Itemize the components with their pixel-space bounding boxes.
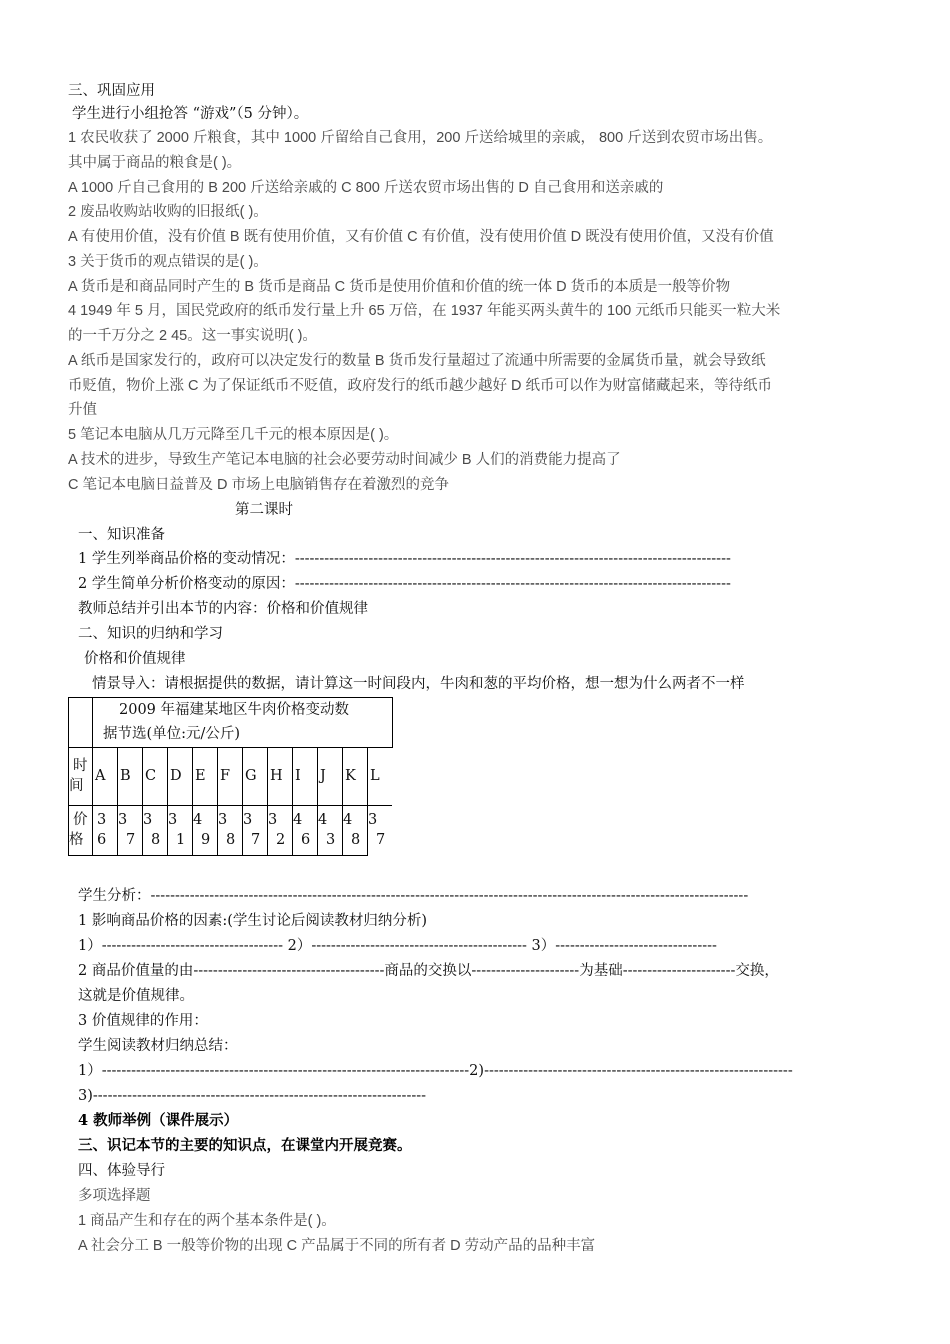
table-corner-cell [69, 698, 93, 748]
lesson-2-title: 第二课时 [235, 502, 293, 518]
question-5: 5 笔记本电脑从几万元降至几千元的根本原因是( )。 [68, 427, 399, 443]
price-cell: 3 7 [368, 812, 386, 848]
column-header: J [318, 748, 343, 806]
column-header: D [168, 748, 193, 806]
game-intro: 学生进行小组抢答 “游戏”（5 分钟）。 [72, 106, 309, 122]
question-4-options-line2: 币贬值，物价上涨 C 为了保证纸币不贬值，政府发行的纸币越少越好 D 纸币可以作为财富储藏起来，等待纸币 [68, 378, 773, 394]
column-header: C [143, 748, 168, 806]
table-caption-line1: 2009 年福建某地区牛肉价格变动数 [119, 702, 350, 718]
question-4-options-line3: 升值 [68, 402, 97, 418]
price-header: 价 格 [69, 806, 93, 856]
student-reading-summary: 学生阅读教材归纳总结： [78, 1038, 238, 1054]
role-blank-3: 3)-------------------------------------------------------------------- [78, 1088, 427, 1104]
knowledge-prep-title: 一、知识准备 [78, 527, 165, 543]
column-header: L [368, 748, 393, 806]
column-header: E [193, 748, 218, 806]
column-header: B [118, 748, 143, 806]
price-cell: 3 7 [243, 806, 268, 856]
column-header: A [93, 748, 118, 806]
knowledge-learning-title: 二、知识的归纳和学习 [78, 626, 223, 642]
section-title-consolidation: 三、巩固应用 [68, 83, 155, 99]
column-header: G [243, 748, 268, 806]
price-cell: 3 2 [268, 806, 293, 856]
experience-guide-title: 四、体验导行 [78, 1163, 165, 1179]
teacher-summary: 教师总结并引出本节的内容：价格和价值规律 [78, 601, 368, 617]
column-header: H [268, 748, 293, 806]
question-4-line2: 的一千万分之 2 45。这一事实说明( )。 [68, 328, 317, 344]
question-3: 3 关于货币的观点错误的是( )。 [68, 254, 268, 270]
price-factors-blanks: 1）------------------------------------- 2）-------------------------------------------- 3）--------------------------------- [78, 938, 717, 954]
column-header: I [293, 748, 318, 806]
memorize-competition: 三、识记本节的主要的知识点，在课堂内开展竞赛。 [78, 1137, 412, 1154]
student-analysis: 学生分析：-------------------------------------------------------------------------------------------------------------------------- [78, 888, 749, 904]
price-cell: 4 3 [318, 806, 343, 856]
beef-price-table [68, 697, 393, 856]
table-caption-line2: 据节选(单位:元/公斤) [103, 726, 241, 742]
price-factors-title: 1 影响商品价格的因素:(学生讨论后阅读教材归纳分析) [78, 913, 428, 929]
prep-item-1: 1 学生列举商品价格的变动情况：----------------------------------------------------------------------------------------- [78, 551, 731, 567]
role-blanks-1-2: 1）---------------------------------------------------------------------------2)--------------------------------------------------------------- [78, 1063, 793, 1079]
question-5-options-line1: A 技术的进步，导致生产笔记本电脑的社会必要劳动时间减少 B 人们的消费能力提高了 [68, 452, 621, 468]
question-1-line1: 1 农民收获了 2000 斤粮食，其中 1000 斤留给自己食用，200 斤送给城里的亲戚， 800 斤送到农贸市场出售。 [68, 130, 773, 146]
question-2: 2 废品收购站收购的旧报纸( )。 [68, 204, 268, 220]
price-cell: 3 1 [168, 806, 193, 856]
question-4-options-line1: A 纸币是国家发行的，政府可以决定发行的数量 B 货币发行量超过了流通中所需要的金属货币量，就会导致纸 [68, 353, 766, 369]
price-cell: 3 7 [118, 806, 143, 856]
mc-question-1: 1 商品产生和存在的两个基本条件是( )。 [78, 1213, 336, 1229]
price-cell: 4 6 [293, 806, 318, 856]
value-law-line1: 2 商品价值量的由---------------------------------------商品的交换以----------------------为基础-----------------------交换， [78, 963, 779, 979]
question-3-options: A 货币是和商品同时产生的 B 货币是商品 C 货币是使用价值和价值的统一体 D 货币的本质是一般等价物 [68, 279, 731, 295]
question-5-options-line2: C 笔记本电脑日益普及 D 市场上电脑销售存在着激烈的竞争 [68, 477, 450, 493]
question-4-line1: 4 1949 年 5 月，国民党政府的纸币发行量上升 65 万倍，在 1937 年能买两头黄牛的 100 元纸币只能买一粒大米 [68, 303, 781, 319]
teacher-example: 4 教师举例（课件展示） [78, 1112, 239, 1129]
question-2-options: A 有使用价值，没有价值 B 既有使用价值，又有价值 C 有价值，没有使用价值 D 既没有使用价值，又没有价值 [68, 229, 774, 245]
question-1-line2: 其中属于商品的粮食是( )。 [68, 155, 242, 171]
column-header: K [343, 748, 368, 806]
mc-question-1-options: A 社会分工 B 一般等价物的出现 C 产品属于不同的所有者 D 劳动产品的品种丰富 [78, 1238, 596, 1254]
prep-item-2: 2 学生简单分析价格变动的原因：----------------------------------------------------------------------------------------- [78, 576, 731, 592]
price-cell: 3 6 [93, 806, 118, 856]
price-cell: 4 9 [193, 806, 218, 856]
scenario-intro: 情景导入：请根据提供的数据，请计算这一时间段内，牛肉和葱的平均价格，想一想为什么两者不一样 [92, 676, 745, 692]
multiple-choice-title: 多项选择题 [78, 1188, 151, 1204]
table-caption [93, 698, 393, 748]
value-law-line2: 这就是价值规律。 [78, 988, 194, 1004]
price-cell: 3 8 [143, 806, 168, 856]
topic-title: 价格和价值规律 [84, 651, 186, 667]
price-cell: 3 8 [218, 806, 243, 856]
price-cell: 4 8 [343, 806, 368, 856]
column-header: F [218, 748, 243, 806]
time-header: 时 间 [69, 748, 93, 806]
question-1-options: A 1000 斤自己食用的 B 200 斤送给亲戚的 C 800 斤送农贸市场出售的 D 自己食用和送亲戚的 [68, 180, 664, 196]
value-law-role-title: 3 价值规律的作用： [78, 1013, 208, 1029]
